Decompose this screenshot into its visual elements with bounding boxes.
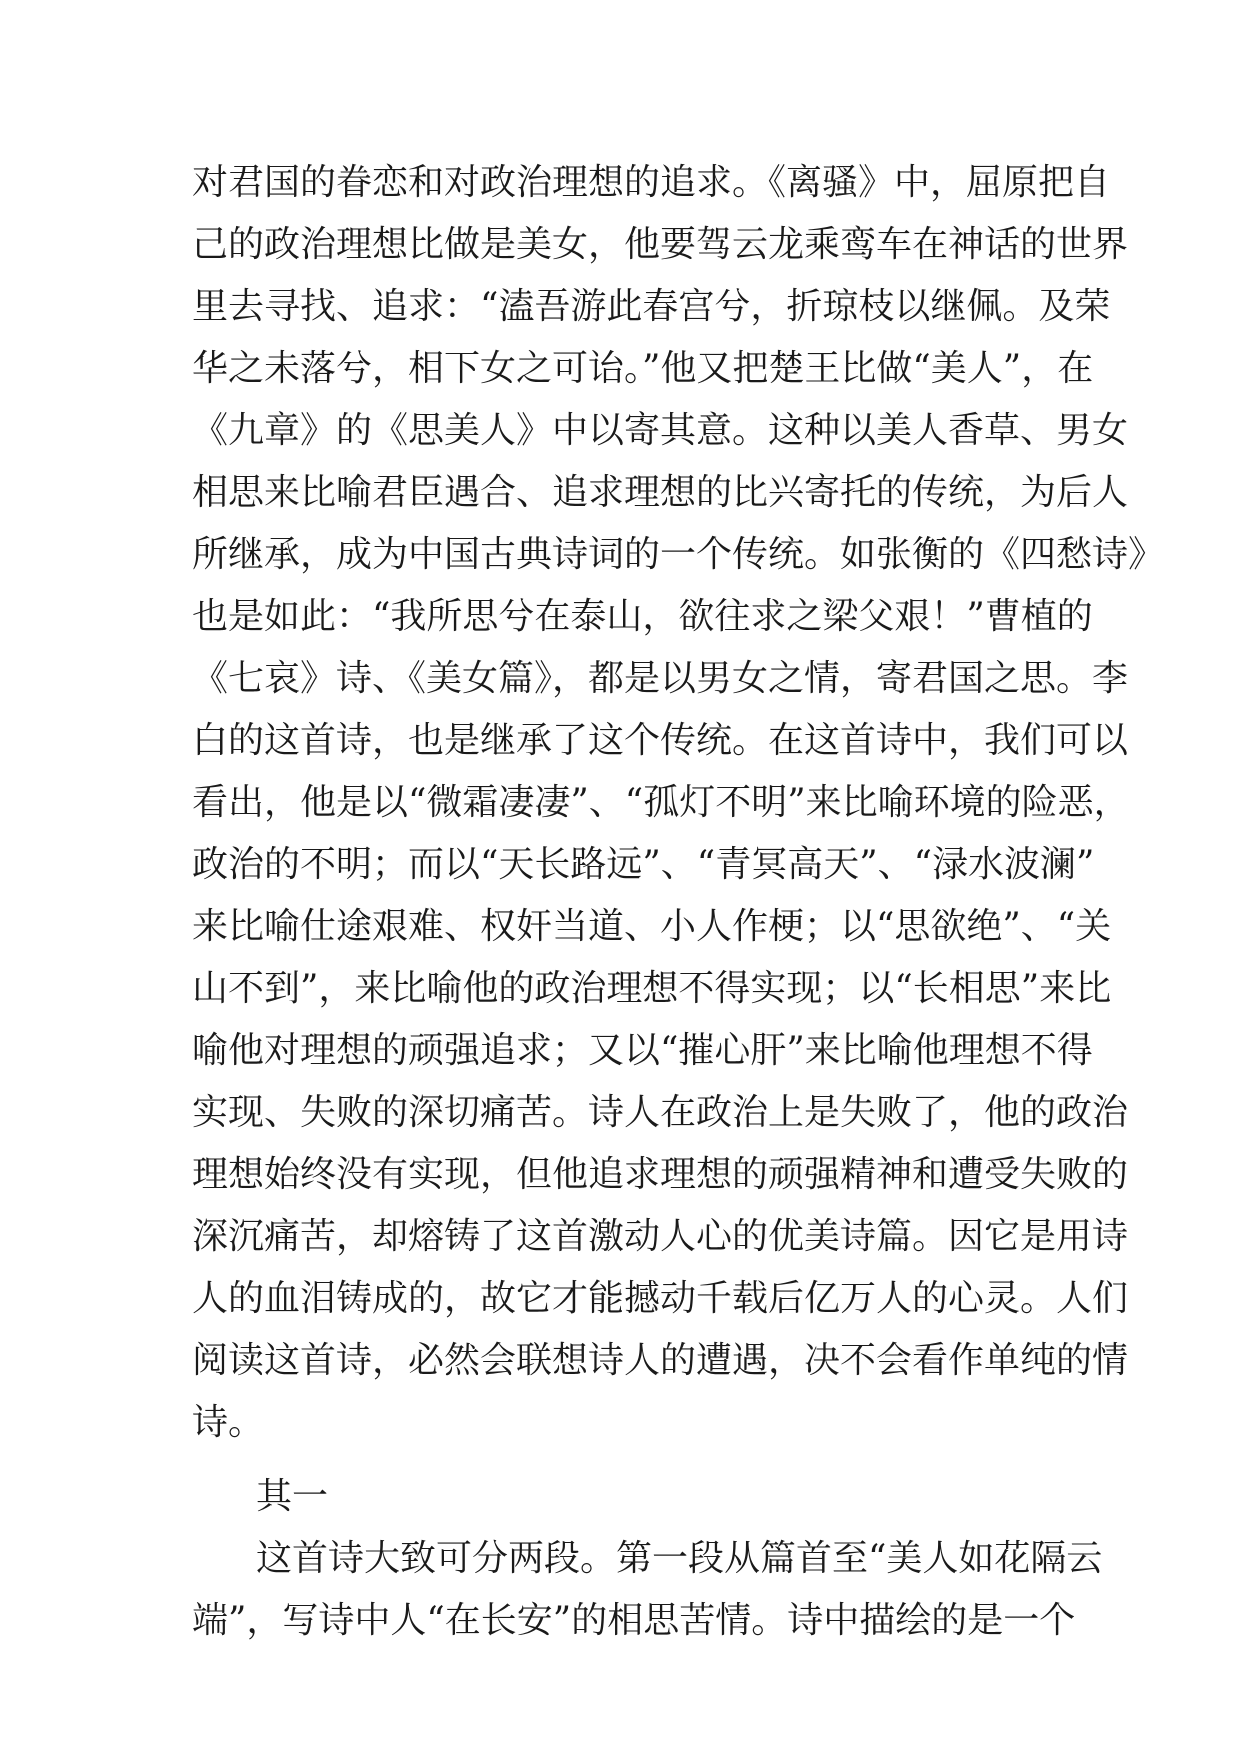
- text-line: 端”，写诗中人“在长安”的相思苦情。诗中描绘的是一个: [192, 1600, 1076, 1641]
- section-heading: 其一: [256, 1476, 329, 1517]
- text-line: 阅读这首诗，必然会联想诗人的遭遇，决不会看作单纯的情: [192, 1340, 1129, 1381]
- text-line: 深沉痛苦，却熔铸了这首激动人心的优美诗篇。因它是用诗: [192, 1216, 1129, 1257]
- text-line: 己的政治理想比做是美女，他要驾云龙乘鸾车在神话的世界: [192, 224, 1129, 265]
- text-line: 华之未落兮，相下女之可诒。”他又把楚王比做“美人”，在: [192, 348, 1094, 389]
- section: [192, 1466, 1103, 1652]
- text-line: 里去寻找、追求：“溘吾游此春宫兮，折琼枝以继佩。及荣: [192, 286, 1111, 327]
- text-line: 来比喻仕途艰难、权奸当道、小人作梗；以“思欲绝”、“关: [192, 906, 1112, 947]
- text-line: 所继承，成为中国古典诗词的一个传统。如张衡的《四愁诗》: [192, 534, 1165, 575]
- body-text: [192, 152, 1165, 1652]
- text-line: 理想始终没有实现，但他追求理想的顽强精神和遭受失败的: [192, 1154, 1129, 1195]
- text-line: 《七哀》诗、《美女篇》，都是以男女之情，寄君国之思。李: [192, 658, 1129, 699]
- text-line: 喻他对理想的顽强追求；又以“摧心肝”来比喻他理想不得: [192, 1030, 1093, 1071]
- text-line: 实现、失败的深切痛苦。诗人在政治上是失败了，他的政治: [192, 1092, 1129, 1133]
- text-line: 也是如此：“我所思兮在泰山，欲往求之梁父艰！”曹植的: [192, 596, 1093, 637]
- paragraph-1: [192, 152, 1165, 1454]
- text-line: 诗。: [192, 1402, 265, 1443]
- text-line: 看出，他是以“微霜凄凄”、“孤灯不明”来比喻环境的险恶，: [192, 782, 1130, 823]
- text-line: 《九章》的《思美人》中以寄其意。这种以美人香草、男女: [192, 410, 1129, 451]
- text-line: 对君国的眷恋和对政治理想的追求。《离骚》中，屈原把自: [192, 162, 1111, 203]
- text-line: 山不到”，来比喻他的政治理想不得实现；以“长相思”来比: [192, 968, 1112, 1009]
- text-line: 这首诗大致可分两段。第一段从篇首至“美人如花隔云: [256, 1538, 1103, 1579]
- text-line: 白的这首诗，也是继承了这个传统。在这首诗中，我们可以: [192, 720, 1129, 761]
- text-line: 人的血泪铸成的，故它才能撼动千载后亿万人的心灵。人们: [192, 1278, 1129, 1319]
- text-line: 政治的不明；而以“天长路远”、“青冥高天”、“渌水波澜”: [192, 844, 1095, 885]
- text-line: 相思来比喻君臣遇合、追求理想的比兴寄托的传统，为后人: [192, 472, 1129, 513]
